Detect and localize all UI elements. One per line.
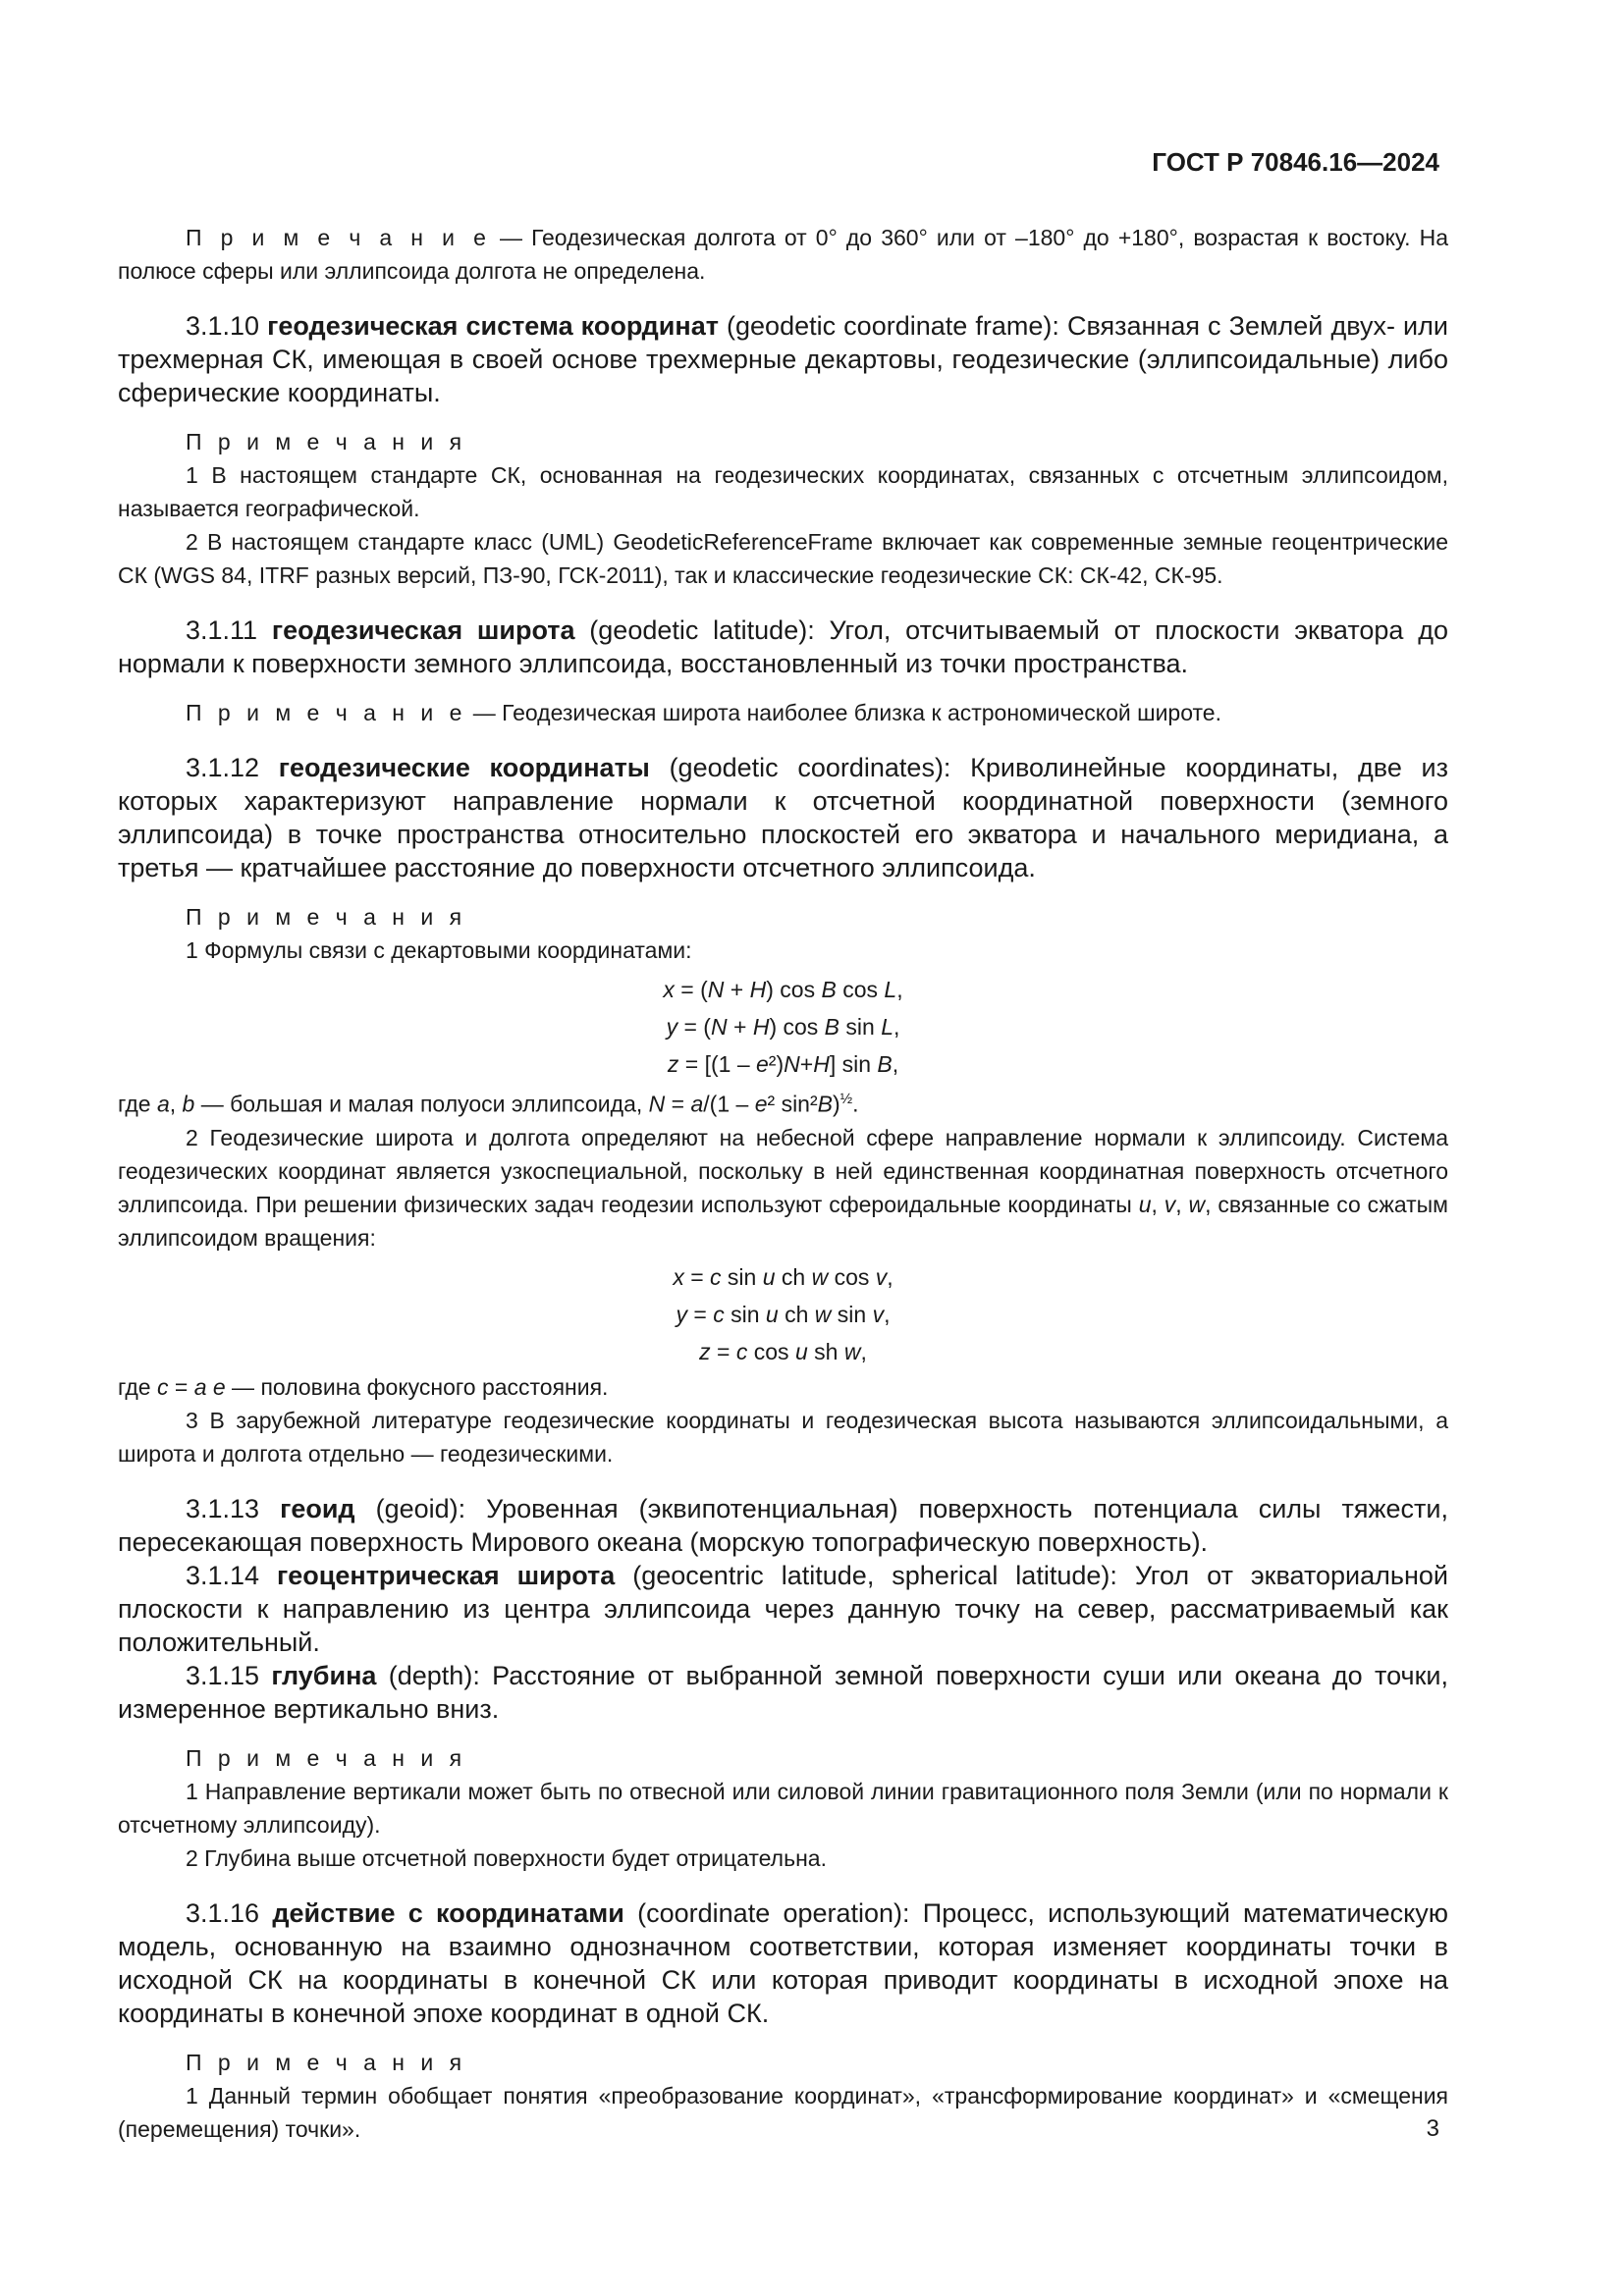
document-body [118, 221, 1448, 2146]
where-text: — половина фокусного расстояния. [225, 1373, 609, 1400]
term-3-1-14 [118, 1559, 1448, 1659]
term-definition: (geodetic coordinates): Криволинейные координаты, две из которых характеризуют направление нормали к отсчетной координатной поверхности (земного эллипсоида) в точке пространства относительно плоскостей его экватора и начального меридиана, а третья — кратчайшее расстояние до поверхности отсчетного эллипсоида. [118, 753, 1449, 882]
term-3-1-16 [118, 1896, 1448, 2030]
note-item: 2 В настоящем стандарте класс (UML) GeodeticReferenceFrame включает как современные земные геоцентрические СК (WGS 84, ITRF разных версий, ПЗ-90, ГСК-2011), так и классические геодезические СК: СК-42, СК-95. [118, 529, 1448, 588]
term-definition: (geocentric latitude, spherical latitude): Угол от экваториальной плоскости к направлению из центра эллипсоида через данную точку на север, рассматриваемый как положительный. [118, 1560, 1448, 1657]
where-prefix: где [118, 1373, 157, 1400]
formula-y-spheroidal: y = c sin u ch w sin v, [676, 1301, 891, 1327]
term-number: 3.1.12 [186, 753, 279, 782]
term-title: действие с координатами [272, 1897, 624, 1928]
notes-label: П р и м е ч а н и я [186, 1744, 467, 1771]
notes-label: П р и м е ч а н и я [186, 429, 467, 454]
term-definition: (coordinate operation): Процесс, использующий математическую модель, основанную на взаимно однозначном соответствии, которая изменяет координаты точки в исходной СК на координаты в конечной СК или которая приводит координаты в исходной эпохе на координаты в конечной эпохе координат в одной СК. [118, 1897, 1449, 2028]
term-title: геоцентрическая широта [277, 1560, 616, 1590]
note-item: 1 Формулы связи с декартовыми координатами: [186, 937, 692, 963]
where-focal: где c = a e — половина фокусного расстояния. [118, 1373, 609, 1400]
note-item: 1 Данный термин обобщает понятия «преобразование координат», «трансформирование координат» и «смещения (перемещения) точки». [118, 2082, 1448, 2142]
term-number: 3.1.11 [186, 615, 272, 645]
notes-label: П р и м е ч а н и я [186, 904, 467, 930]
formula-y: y = (N + H) cos B sin L, [666, 1014, 900, 1040]
term-title: глубина [271, 1660, 377, 1690]
note-text: — Геодезическая долгота от 0° до 360° или от –180° до +180°, возрастая к востоку. На полюсе сферы или эллипсоида долгота не определена. [118, 225, 1448, 284]
term-title: геодезические координаты [278, 753, 650, 782]
note-text: 2 Геодезические широта и долгота определяют на небесной сфере направление нормали к эллипсоиду. Система геодезических координат является узкоспециальной, поскольку в ней единственная координатная поверхность отсчетного эллипсоида. При решении физических задач геодезии используют сфероидальные координаты [118, 1124, 1448, 1217]
page-number: 3 [1426, 2115, 1439, 2142]
note-latitude [118, 696, 1448, 729]
note-text: — Геодезическая широта наиболее близка к астрономической широте. [466, 700, 1221, 725]
term-3-1-12 [118, 751, 1448, 884]
term-number: 3.1.16 [186, 1897, 273, 1928]
note-text-tail: , связанные со сжатым эллипсоидом вращения: [118, 1191, 1448, 1251]
formula-x-spheroidal: x = c sin u ch w cos v, [673, 1263, 893, 1290]
term-definition: (geodetic coordinate frame): Связанная с Землей двух- или трехмерная СК, имеющая в своей основе трехмерные декартовы, геодезические (эллипсоидальные) либо сферические координаты. [118, 311, 1448, 407]
term-number: 3.1.14 [186, 1560, 278, 1590]
term-definition: (depth): Расстояние от выбранной земной поверхности суши или океана до точки, измеренное вертикально вниз. [118, 1660, 1448, 1724]
note-longitude [118, 221, 1448, 288]
note-label: П р и м е ч а н и е [186, 225, 491, 250]
term-title: геодезическая система координат [267, 311, 719, 341]
term-3-1-15 [118, 1659, 1448, 1726]
where-semiaxes: где a, b — большая и малая полуоси эллипсоида, N = a/(1 – e² sin²B)$^{\frac{1}{2}}$. [118, 1091, 859, 1117]
term-title: геоид [280, 1493, 355, 1523]
formula-x: x = (N + H) cos B cos L, [663, 977, 903, 1002]
where-text: — большая и малая полуоси эллипсоида, [194, 1091, 649, 1117]
term-number: 3.1.10 [186, 311, 268, 341]
document-number: ГОСТ Р 70846.16—2024 [1152, 147, 1439, 177]
term-3-1-10 [118, 309, 1448, 409]
notes-label: П р и м е ч а н и я [186, 2049, 467, 2075]
formula-z: z = [(1 – e²)N+H] sin B, [667, 1051, 899, 1077]
term-3-1-13 [118, 1492, 1448, 1559]
term-number: 3.1.15 [186, 1660, 272, 1690]
term-number: 3.1.13 [186, 1493, 281, 1523]
formula-z-spheroidal: z = c cos u sh w, [699, 1338, 867, 1364]
term-definition: (geodetic latitude): Угол, отсчитываемый от плоскости экватора до нормали к поверхности земного эллипсоида, восстановленный из точки пространства. [118, 615, 1448, 678]
where-prefix: где [118, 1091, 157, 1117]
term-definition: (geoid): Уровенная (эквипотенциальная) поверхность потенциала силы тяжести, пересекающая поверхность Мирового океана (морскую топографическую поверхность). [118, 1493, 1448, 1557]
term-3-1-11 [118, 614, 1448, 680]
note-item: 1 Направление вертикали может быть по отвесной или силовой линии гравитационного поля Земли (или по нормали к отсчетному эллипсоиду). [118, 1778, 1448, 1838]
note-item: 2 Глубина выше отсчетной поверхности будет отрицательна. [186, 1844, 827, 1871]
term-title: геодезическая широта [271, 615, 575, 645]
note-label: П р и м е ч а н и е [186, 700, 467, 725]
note-item: 3 В зарубежной литературе геодезические координаты и геодезическая высота называются эллипсоидальными, а широта и долгота отдельно — геодезическими. [118, 1407, 1448, 1467]
note-item: 2 Геодезические широта и долгота определяют на небесной сфере направление нормали к эллипсоиду. Система геодезических координат является узкоспециальной, поскольку в ней единственная координатная поверхность отсчетного эллипсоида. При решении физических задач геодезии используют сфероидальные координаты u, v, w, связанные со сжатым эллипсоидом вращения: [118, 1124, 1448, 1251]
note-item: 1 В настоящем стандарте СК, основанная на геодезических координатах, связанных с отсчетным эллипсоидом, называется географической. [118, 462, 1448, 521]
